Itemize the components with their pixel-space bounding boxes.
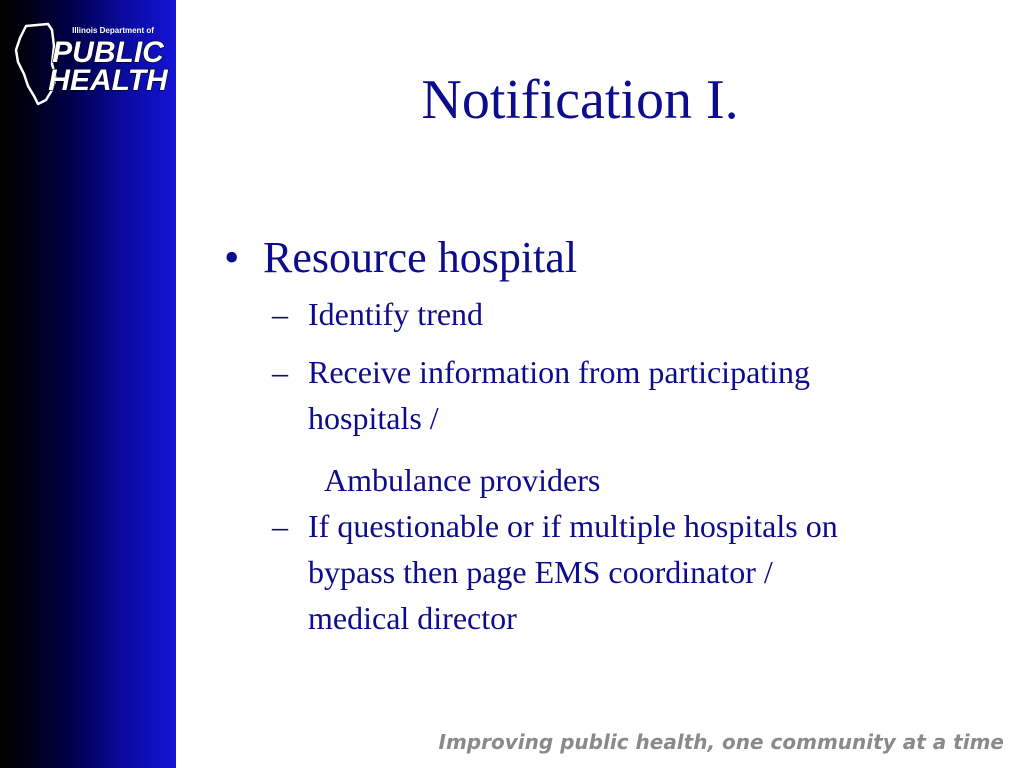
- bullet-list: [220, 232, 980, 641]
- dash-marker: –: [272, 295, 288, 332]
- sub-bullet-text: Identify trend: [308, 295, 484, 332]
- logo-word-health: HEALTH: [48, 64, 168, 97]
- sub-bullet-item: [220, 291, 868, 337]
- sub-bullet-item: [220, 349, 868, 441]
- bullet-text: Resource hospital: [263, 233, 578, 282]
- bullet-item: [220, 232, 980, 285]
- dash-marker: –: [272, 353, 288, 390]
- sub-bullet-item: [220, 503, 868, 641]
- illinois-state-outline-icon: [12, 20, 174, 106]
- slide-title: Notification I.: [421, 69, 739, 131]
- sub-bullet-continuation: Ambulance providers: [324, 461, 601, 498]
- sub-bullet-text: If questionable or if multiple hospitals on bypass then page EMS coordinator / medical director: [308, 507, 838, 636]
- sub-bullet-text: Receive information from participating hospitals /: [308, 353, 811, 436]
- logo-word-public: PUBLIC: [52, 36, 164, 69]
- idph-logo: [12, 20, 174, 106]
- logo-agency-line: Illinois Department of: [72, 26, 154, 35]
- bullet-marker: •: [224, 233, 240, 282]
- footer-tagline: Improving public health, one community at a time: [438, 730, 1004, 754]
- side-gradient-band: [0, 0, 176, 768]
- dash-marker: –: [272, 507, 288, 544]
